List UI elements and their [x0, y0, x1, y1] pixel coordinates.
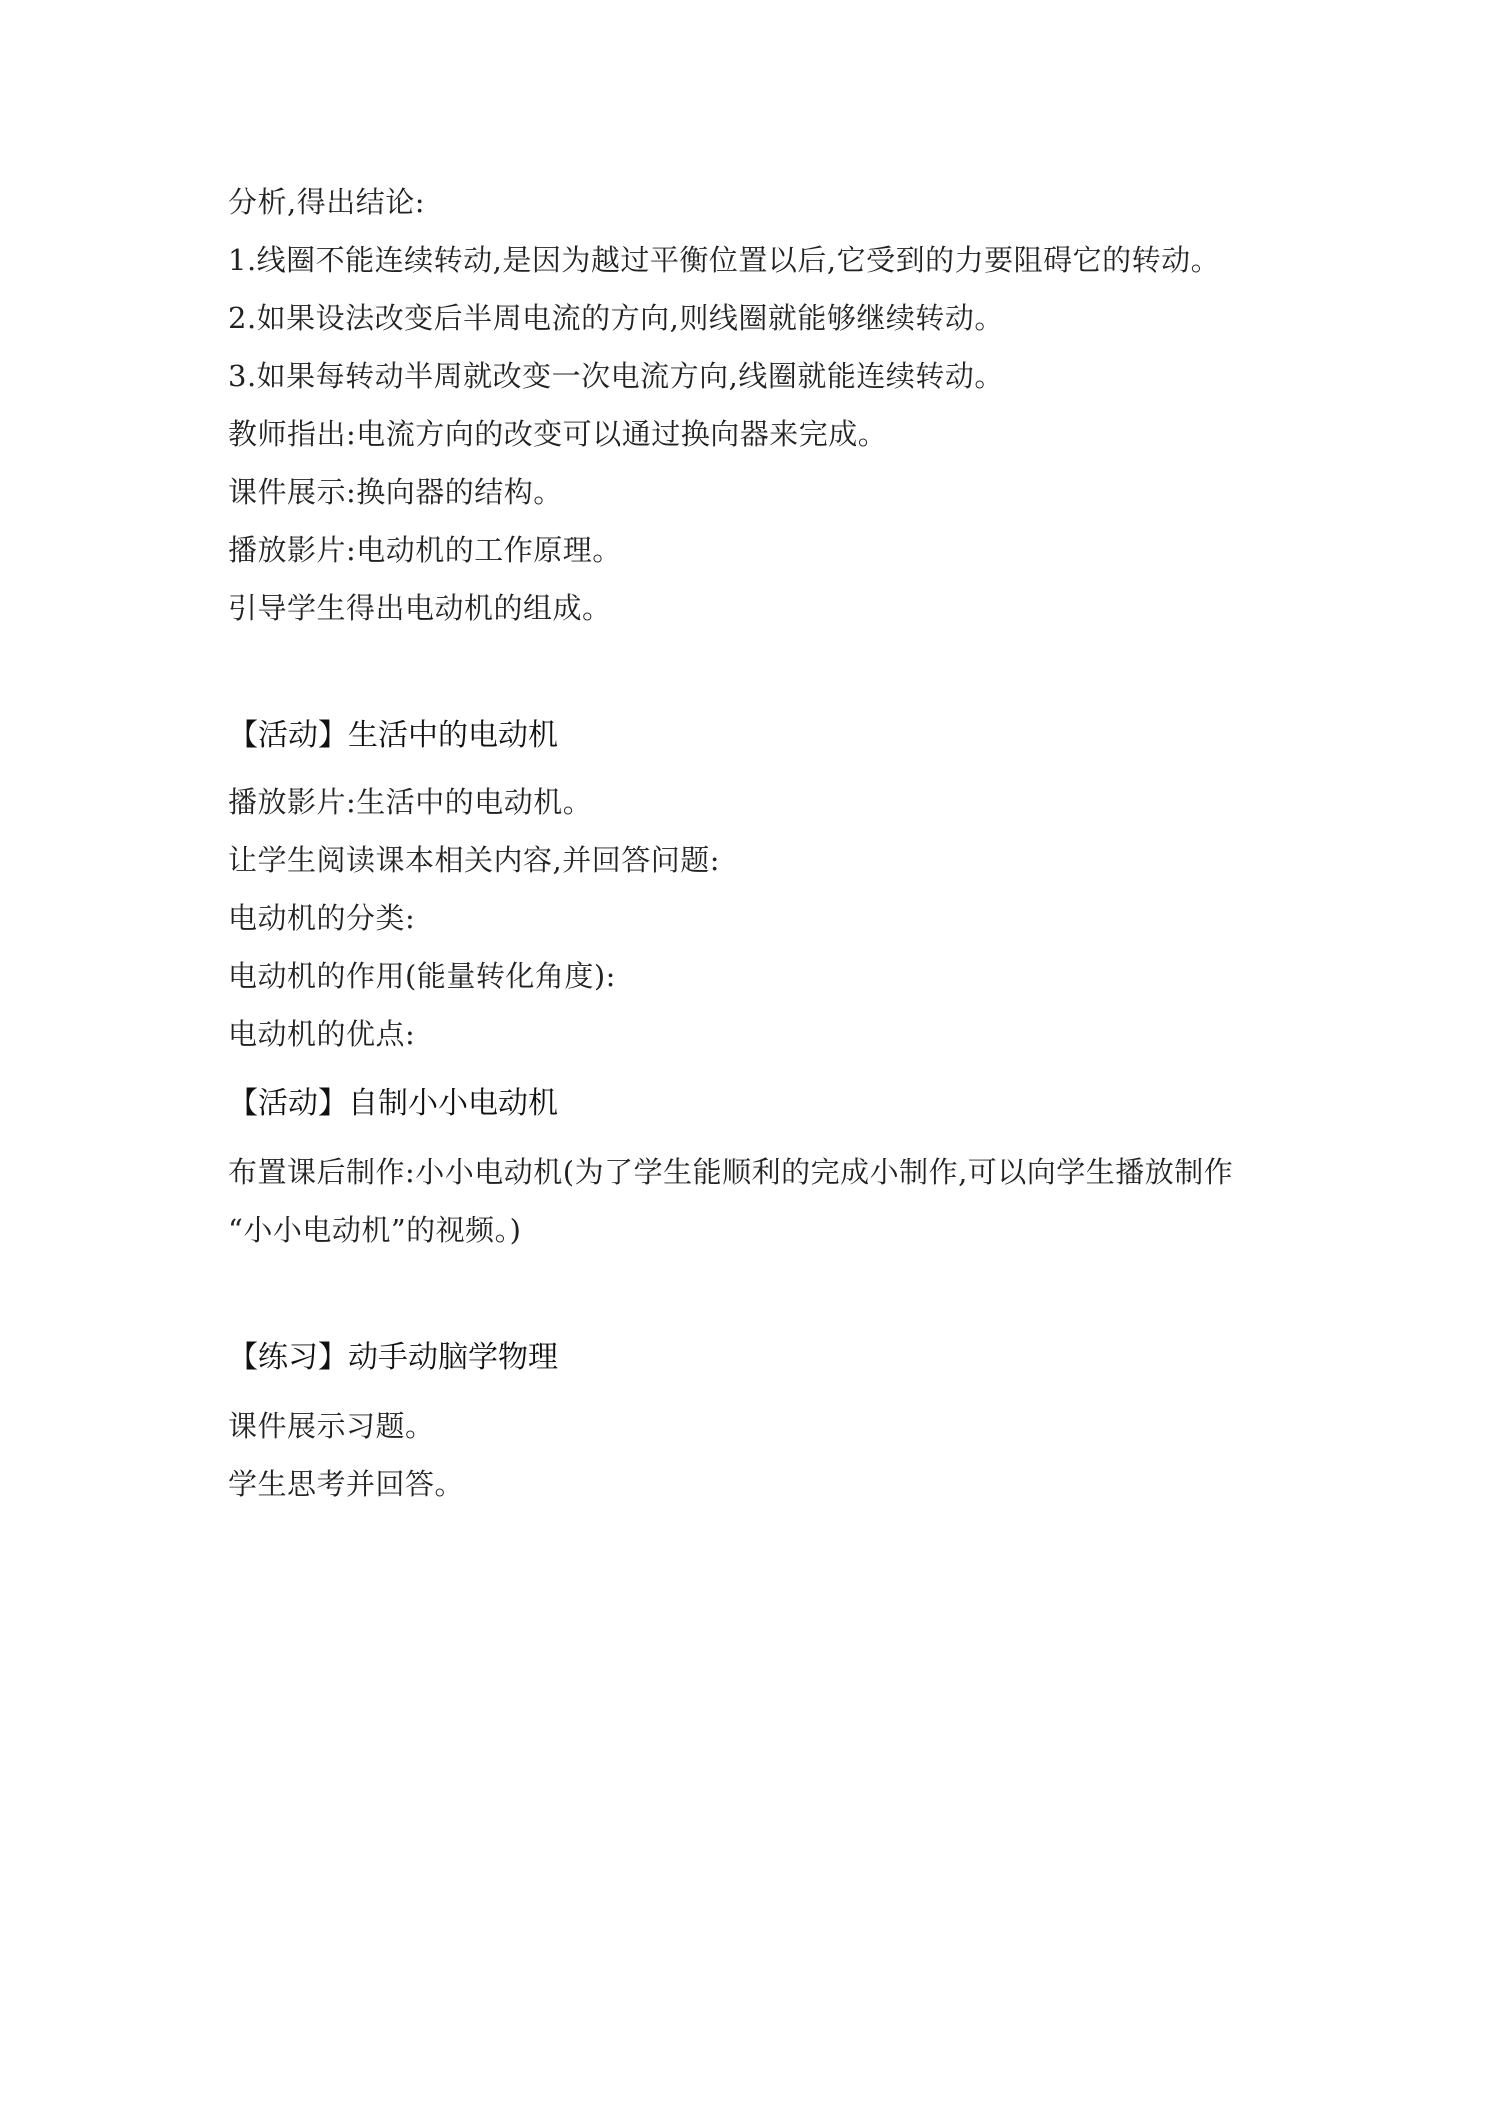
- conclusion-item-1: 1.线圈不能连续转动,是因为越过平衡位置以后,它受到的力要阻碍它的转动。: [228, 243, 1221, 277]
- homework-line-2: “小小电动机”的视频。): [228, 1213, 522, 1247]
- video-note: 播放影片:电动机的工作原理。: [228, 533, 622, 567]
- video-note-life: 播放影片:生活中的电动机。: [228, 785, 593, 819]
- practice-line-1: 课件展示习题。: [228, 1409, 435, 1443]
- courseware-note: 课件展示:换向器的结构。: [228, 475, 563, 509]
- question-classification: 电动机的分类:: [228, 901, 416, 935]
- conclusion-intro: 分析,得出结论:: [228, 185, 425, 219]
- practice-line-2: 学生思考并回答。: [228, 1467, 465, 1501]
- section-heading-motor-in-life: 【活动】生活中的电动机: [228, 718, 558, 753]
- question-function: 电动机的作用(能量转化角度):: [228, 959, 616, 993]
- conclusion-item-3: 3.如果每转动半周就改变一次电流方向,线圈就能连续转动。: [228, 359, 1004, 393]
- question-advantages: 电动机的优点:: [228, 1017, 416, 1051]
- conclusion-item-2: 2.如果设法改变后半周电流的方向,则线圈就能够继续转动。: [228, 301, 1004, 335]
- guidance-note: 引导学生得出电动机的组成。: [228, 591, 612, 625]
- teacher-note: 教师指出:电流方向的改变可以通过换向器来完成。: [228, 417, 888, 451]
- section-heading-diy-motor: 【活动】自制小小电动机: [228, 1086, 558, 1121]
- reading-task: 让学生阅读课本相关内容,并回答问题:: [228, 843, 720, 877]
- homework-line-1: 布置课后制作:小小电动机(为了学生能顺利的完成小制作,可以向学生播放制作: [228, 1155, 1234, 1189]
- section-heading-practice: 【练习】动手动脑学物理: [228, 1340, 558, 1375]
